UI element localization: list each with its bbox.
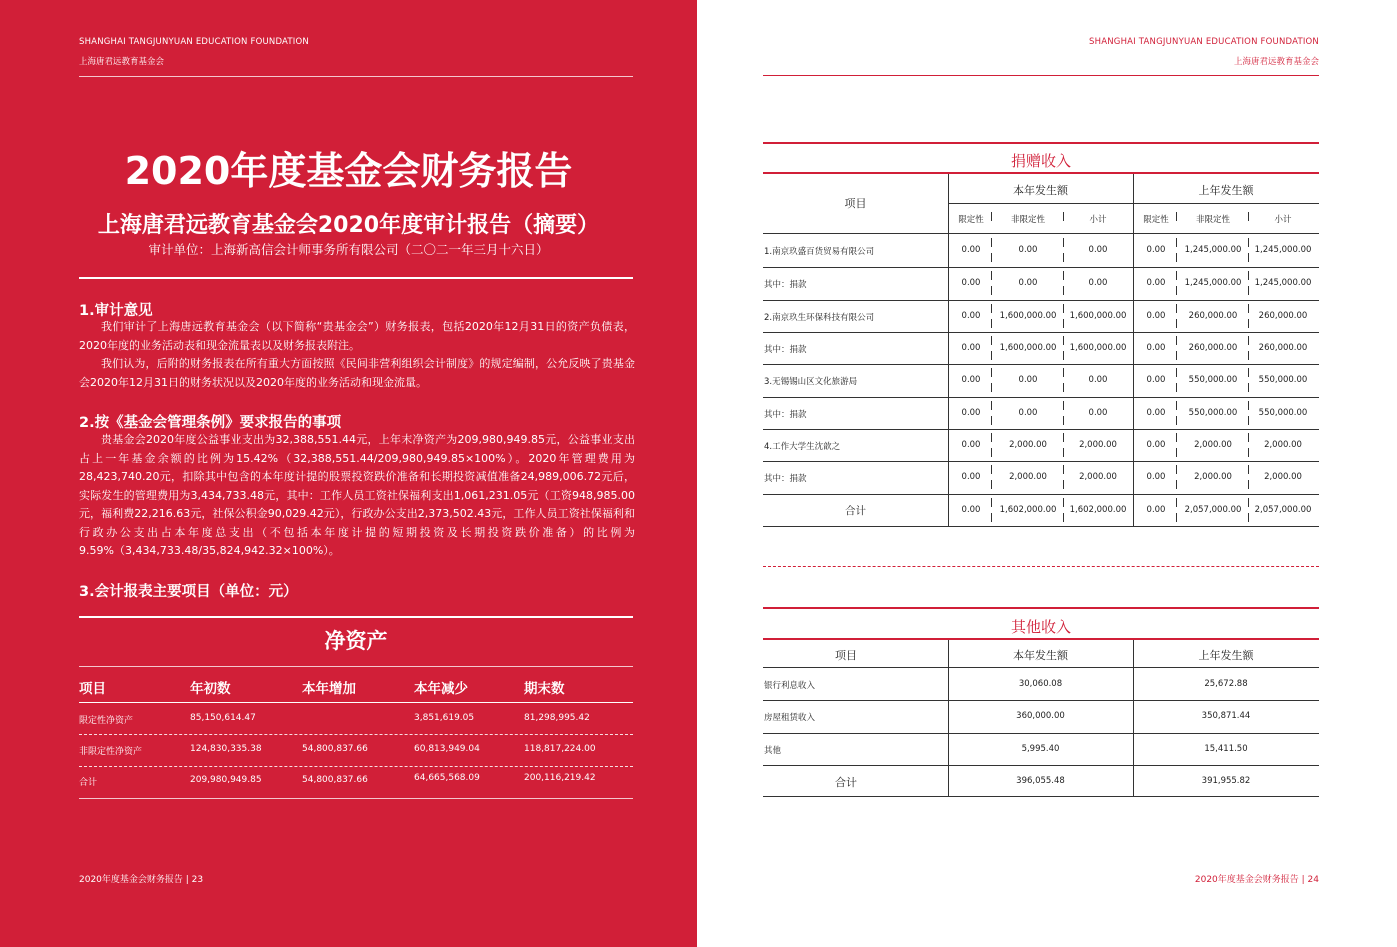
table-row-cell: 非限定性净资产 — [79, 747, 143, 757]
cell-separator — [991, 212, 992, 221]
table-row-cell: 2,000.00 — [1009, 472, 1047, 482]
table-row-cell: 0.00 — [961, 408, 981, 418]
other-col-item: 项目 — [835, 649, 857, 662]
table-row-cell: 0.00 — [1146, 505, 1166, 515]
cell-separator — [1176, 368, 1177, 377]
sub-header: 小计 — [1274, 215, 1292, 225]
cell-separator — [991, 465, 992, 474]
sub-header: 非限定性 — [1010, 215, 1045, 225]
cell-separator — [1063, 368, 1064, 377]
table-row-cell: 0.00 — [1146, 311, 1166, 321]
cell-separator — [1176, 448, 1177, 457]
cell-separator — [1248, 433, 1249, 442]
table-row-cell: 260,000.00 — [1258, 343, 1308, 353]
section-heading-2: 2.按《基金会管理条例》要求报告的事项 — [79, 415, 342, 431]
cell-separator — [1248, 286, 1249, 295]
table-row-cell: 2,000.00 — [1009, 440, 1047, 450]
cell-separator — [1248, 368, 1249, 377]
table-row-cell: 1,600,000.00 — [999, 343, 1057, 353]
right-page — [697, 0, 1397, 947]
table-row-cell: 30,060.08 — [1018, 679, 1063, 689]
cell-separator — [1176, 286, 1177, 295]
table-row-cell: 64,665,568.09 — [414, 773, 480, 783]
other-income-title: 其他收入 — [1010, 618, 1071, 636]
cell-separator — [1063, 416, 1064, 425]
cell-separator — [1176, 319, 1177, 328]
cell-separator — [1063, 498, 1064, 507]
donation-item-header: 项目 — [844, 197, 867, 210]
cell-separator — [1248, 513, 1249, 522]
table-row-cell: 0.00 — [961, 343, 981, 353]
cell-separator — [991, 286, 992, 295]
cell-separator — [1176, 304, 1177, 313]
cell-separator — [991, 368, 992, 377]
header-cn: 上海唐君远教育基金会 — [79, 57, 165, 67]
cell-separator — [1063, 383, 1064, 392]
table-row-cell: 0.00 — [961, 311, 981, 321]
table-row-cell: 1,245,000.00 — [1254, 245, 1312, 255]
cell-separator — [991, 351, 992, 360]
donation-top-rule — [763, 142, 1319, 144]
table-row-cell: 0.00 — [1088, 245, 1108, 255]
cell-separator — [1248, 238, 1249, 247]
table-row-label: 2.南京玖生环保科技有限公司 — [764, 313, 875, 323]
table-row-label: 其中：捐款 — [764, 345, 807, 355]
cell-separator — [1063, 238, 1064, 247]
cell-separator — [1176, 383, 1177, 392]
cell-separator — [991, 319, 992, 328]
row-divider — [79, 766, 633, 767]
other-col-prior: 上年发生额 — [1198, 649, 1254, 662]
cell-separator — [1063, 319, 1064, 328]
cell-separator — [991, 336, 992, 345]
auditor-line: 审计单位：上海新高信会计师事务所有限公司（二〇二一年三月十六日） — [148, 242, 549, 257]
table-row-label: 4.工作大学生沈歆之 — [764, 442, 841, 452]
cell-separator — [1176, 498, 1177, 507]
table-row-cell: 209,980,949.85 — [190, 775, 262, 785]
sub-header: 非限定性 — [1195, 215, 1230, 225]
donation-bottom-rule — [763, 526, 1319, 527]
sub-header: 限定性 — [1143, 215, 1169, 225]
cell-separator — [1063, 433, 1064, 442]
table-row-cell: 54,800,837.66 — [302, 775, 368, 785]
page-footer: 2020年度基金会财务报告 | 24 — [1194, 875, 1319, 885]
row-divider — [763, 332, 1319, 333]
net-assets-col-closing: 期末数 — [524, 681, 565, 697]
cell-separator — [1063, 465, 1064, 474]
table-row-cell: 0.00 — [1146, 472, 1166, 482]
cell-separator — [991, 416, 992, 425]
net-assets-title: 净资产 — [324, 629, 388, 653]
cell-separator — [1248, 304, 1249, 313]
table-row-cell: 限定性净资产 — [79, 716, 134, 726]
table-row-cell: 2,000.00 — [1194, 472, 1232, 482]
donation-title-rule — [763, 172, 1319, 174]
table-row-cell: 550,000.00 — [1188, 375, 1238, 385]
table-row-cell: 25,672.88 — [1204, 679, 1248, 689]
table-row-cell: 360,000.00 — [1016, 711, 1065, 721]
table-row-cell: 1,600,000.00 — [999, 311, 1057, 321]
table-row-cell: 85,150,614.47 — [190, 713, 256, 723]
cell-separator — [1063, 448, 1064, 457]
cell-separator — [1176, 465, 1177, 474]
section-1-para-1: 我们审计了上海唐远教育基金会（以下简称“贵基金会”）财务报表，包括2020年12月31日的资产负债表，2020年度的业务活动表和现金流量表以及财务报表附注。 — [79, 320, 635, 352]
cell-separator — [1176, 351, 1177, 360]
cell-separator — [991, 253, 992, 262]
cell-separator — [991, 433, 992, 442]
cell-separator — [1248, 351, 1249, 360]
donation-title: 捐赠收入 — [1010, 152, 1071, 170]
table-row-cell: 0.00 — [1018, 245, 1038, 255]
table-row-label: 其中：捐款 — [764, 410, 807, 420]
cell-separator — [1063, 253, 1064, 262]
table-row-cell: 5,995.40 — [1021, 744, 1060, 754]
table-row-label: 合计 — [845, 505, 866, 517]
table-row-cell: 0.00 — [1146, 343, 1166, 353]
cell-separator — [1248, 336, 1249, 345]
other-income-title-rule — [763, 638, 1319, 640]
row-divider — [763, 765, 1319, 766]
other-bottom-rule — [763, 796, 1319, 797]
cell-separator — [1248, 465, 1249, 474]
table-row-cell: 2,057,000.00 — [1184, 505, 1242, 515]
table-row-cell: 2,000.00 — [1264, 440, 1302, 450]
header-cn: 上海唐君远教育基金会 — [1233, 57, 1319, 67]
table-row-cell: 260,000.00 — [1188, 343, 1238, 353]
row-divider — [763, 267, 1319, 268]
row-divider — [763, 364, 1319, 365]
table-row-cell: 0.00 — [1088, 278, 1108, 288]
cell-separator — [991, 271, 992, 280]
net-assets-bottom-rule — [79, 798, 633, 799]
table-row-cell: 1,245,000.00 — [1184, 278, 1242, 288]
col-divider — [948, 174, 949, 527]
cell-separator — [1176, 212, 1177, 221]
cell-separator — [1063, 401, 1064, 410]
left-page — [0, 0, 697, 947]
donation-group-prior: 上年发生额 — [1198, 184, 1254, 197]
table-row-cell: 391,955.82 — [1201, 776, 1251, 786]
cell-separator — [1248, 401, 1249, 410]
cell-separator — [1248, 498, 1249, 507]
other-income-top-rule — [763, 607, 1319, 609]
cell-separator — [991, 513, 992, 522]
row-divider — [763, 733, 1319, 734]
table-row-cell: 2,000.00 — [1079, 440, 1117, 450]
table-row-label: 3.无锡锡山区文化旅游局 — [764, 377, 858, 387]
net-assets-col-decrease: 本年减少 — [414, 681, 468, 697]
table-row-cell: 350,871.44 — [1201, 711, 1251, 721]
table-row-cell: 3,851,619.05 — [414, 713, 475, 723]
cell-separator — [1063, 351, 1064, 360]
table-row-cell: 1,602,000.00 — [1069, 505, 1127, 515]
header-en: SHANGHAI TANGJUNYUAN EDUCATION FOUNDATION — [79, 37, 309, 47]
cell-separator — [1176, 253, 1177, 262]
cell-separator — [1248, 253, 1249, 262]
table-row-cell: 81,298,995.42 — [524, 713, 590, 723]
row-divider — [763, 494, 1319, 495]
table-row-cell: 0.00 — [1146, 375, 1166, 385]
section-2-para-1: 贵基金会2020年度公益事业支出为32,388,551.44元，上年末净资产为209,980,949.85元，公益事业支出占上一年基金余额的比例为15.42%（32,388,551.44/209,980,949.85×100%）。2020年管理费用为28,423,740.20元，扣除其中包含的本年度计提的股票投资跌价准备和长期投资减值准备24,989,006.72元后，实际发生的管理费用为3,434,733.48元，其中：工作人员工资社保福利支出1,061,231.05元（工资948,985.00元，福利费22,216.63元，社保公积金90,029.42元），行政办公支出2,373,502.43元，工作人员工资社保福利和行政办公支出占本年度总支出（不包括本年度计提的短期投资及长期投资跌价准备）的比例为9.59%（3,434,733.48/35,824,942.32×100%）。 — [79, 433, 635, 557]
net-assets-col-increase: 本年增加 — [302, 681, 356, 697]
col-divider — [1133, 174, 1134, 527]
cell-separator — [1176, 433, 1177, 442]
row-divider — [79, 734, 633, 735]
table-row-label: 其他 — [764, 746, 782, 756]
cell-separator — [1063, 304, 1064, 313]
table-row-label: 银行利息收入 — [764, 681, 816, 691]
table-row-cell: 260,000.00 — [1188, 311, 1238, 321]
table-row-cell: 2,000.00 — [1264, 472, 1302, 482]
sub-header: 小计 — [1089, 215, 1107, 225]
sub-header: 限定性 — [958, 215, 984, 225]
table-row-cell: 1,602,000.00 — [999, 505, 1057, 515]
cell-separator — [1248, 383, 1249, 392]
cell-separator — [1176, 416, 1177, 425]
table-row-cell: 0.00 — [1146, 440, 1166, 450]
net-assets-col-opening: 年初数 — [190, 681, 231, 697]
table-row-cell: 0.00 — [1018, 408, 1038, 418]
cell-separator — [1063, 513, 1064, 522]
table-row-label: 1.南京玖盛百货贸易有限公司 — [764, 247, 875, 257]
section-separator — [763, 566, 1319, 567]
table-row-cell: 550,000.00 — [1258, 408, 1308, 418]
table-row-cell: 0.00 — [1018, 375, 1038, 385]
row-divider — [763, 397, 1319, 398]
table-row-cell: 0.00 — [961, 245, 981, 255]
net-assets-col-item: 项目 — [79, 681, 106, 697]
page-title: 2020年度基金会财务报告 — [124, 149, 573, 193]
table-row-cell: 124,830,335.38 — [190, 744, 262, 754]
table-row-cell: 0.00 — [1146, 408, 1166, 418]
table-row-cell: 0.00 — [961, 505, 981, 515]
cell-separator — [1176, 401, 1177, 410]
row-divider — [763, 300, 1319, 301]
group-header-rule — [948, 203, 1319, 204]
cell-separator — [991, 238, 992, 247]
table-row-cell: 54,800,837.66 — [302, 744, 368, 754]
cell-separator — [991, 498, 992, 507]
table-row-cell: 200,116,219.42 — [524, 773, 596, 783]
other-header-rule — [763, 667, 1319, 668]
table-row-cell: 0.00 — [961, 278, 981, 288]
section-1-para-2: 我们认为，后附的财务报表在所有重大方面按照《民间非营利组织会计制度》的规定编制，公允反映了贵基金会2020年12月31日的财务状况以及2020年度的业务活动和现金流量。 — [79, 357, 635, 389]
cell-separator — [1063, 286, 1064, 295]
header-divider — [763, 75, 1319, 76]
table-row-cell: 1,600,000.00 — [1069, 343, 1127, 353]
table-row-cell: 2,000.00 — [1194, 440, 1232, 450]
table-row-label: 其中：捐款 — [764, 474, 807, 484]
table-row-cell: 0.00 — [1088, 408, 1108, 418]
sub-header-rule — [763, 233, 1319, 234]
row-divider — [763, 429, 1319, 430]
cell-separator — [1063, 480, 1064, 489]
cell-separator — [991, 448, 992, 457]
cell-separator — [1176, 238, 1177, 247]
cell-separator — [1248, 448, 1249, 457]
table-row-cell: 260,000.00 — [1258, 311, 1308, 321]
cell-separator — [1176, 271, 1177, 280]
cell-separator — [1063, 212, 1064, 221]
table-row-cell: 550,000.00 — [1188, 408, 1238, 418]
table-row-cell: 合计 — [79, 778, 98, 788]
cell-separator — [1248, 212, 1249, 221]
net-assets-title-rule — [79, 666, 633, 667]
header-divider — [79, 76, 633, 77]
table-row-cell: 1,600,000.00 — [1069, 311, 1127, 321]
cell-separator — [991, 383, 992, 392]
row-divider — [763, 700, 1319, 701]
table-row-cell: 0.00 — [1146, 278, 1166, 288]
table-row-cell: 118,817,224.00 — [524, 744, 596, 754]
table-row-cell: 0.00 — [1018, 278, 1038, 288]
cell-separator — [1248, 271, 1249, 280]
cell-separator — [1248, 480, 1249, 489]
cell-separator — [1063, 271, 1064, 280]
table-row-cell: 2,057,000.00 — [1254, 505, 1312, 515]
cell-separator — [1176, 480, 1177, 489]
table-row-cell: 550,000.00 — [1258, 375, 1308, 385]
cell-separator — [1176, 513, 1177, 522]
net-assets-top-rule — [79, 616, 633, 618]
table-row-cell: 15,411.50 — [1204, 744, 1248, 754]
section-heading-1: 1.审计意见 — [79, 303, 153, 319]
cell-separator — [991, 304, 992, 313]
table-row-cell: 60,813,949.04 — [414, 744, 480, 754]
table-row-cell: 1,245,000.00 — [1184, 245, 1242, 255]
table-row-cell: 2,000.00 — [1079, 472, 1117, 482]
section-heading-3: 3.会计报表主要项目（单位：元） — [79, 584, 298, 600]
table-row-cell: 0.00 — [961, 375, 981, 385]
table-row-label: 合计 — [835, 776, 857, 789]
donation-group-current: 本年发生额 — [1013, 184, 1068, 197]
header-en: SHANGHAI TANGJUNYUAN EDUCATION FOUNDATION — [1089, 37, 1319, 47]
cell-separator — [1248, 416, 1249, 425]
other-col-current: 本年发生额 — [1013, 649, 1068, 662]
table-row-cell: 0.00 — [1088, 375, 1108, 385]
cell-separator — [1248, 319, 1249, 328]
table-row-label: 其中：捐款 — [764, 280, 807, 290]
net-assets-header-rule — [79, 702, 633, 703]
table-row-cell: 396,055.48 — [1016, 776, 1065, 786]
cell-separator — [1176, 336, 1177, 345]
table-row-cell: 0.00 — [1146, 245, 1166, 255]
row-divider — [763, 461, 1319, 462]
page-subtitle: 上海唐君远教育基金会2020年度审计报告（摘要） — [97, 213, 600, 238]
cell-separator — [991, 480, 992, 489]
cell-separator — [1063, 336, 1064, 345]
table-row-cell: 1,245,000.00 — [1254, 278, 1312, 288]
title-divider — [79, 277, 633, 279]
page-footer: 2020年度基金会财务报告 | 23 — [79, 875, 204, 885]
cell-separator — [991, 401, 992, 410]
table-row-cell: 0.00 — [961, 472, 981, 482]
table-row-cell: 0.00 — [961, 440, 981, 450]
table-row-label: 房屋租赁收入 — [764, 713, 816, 723]
